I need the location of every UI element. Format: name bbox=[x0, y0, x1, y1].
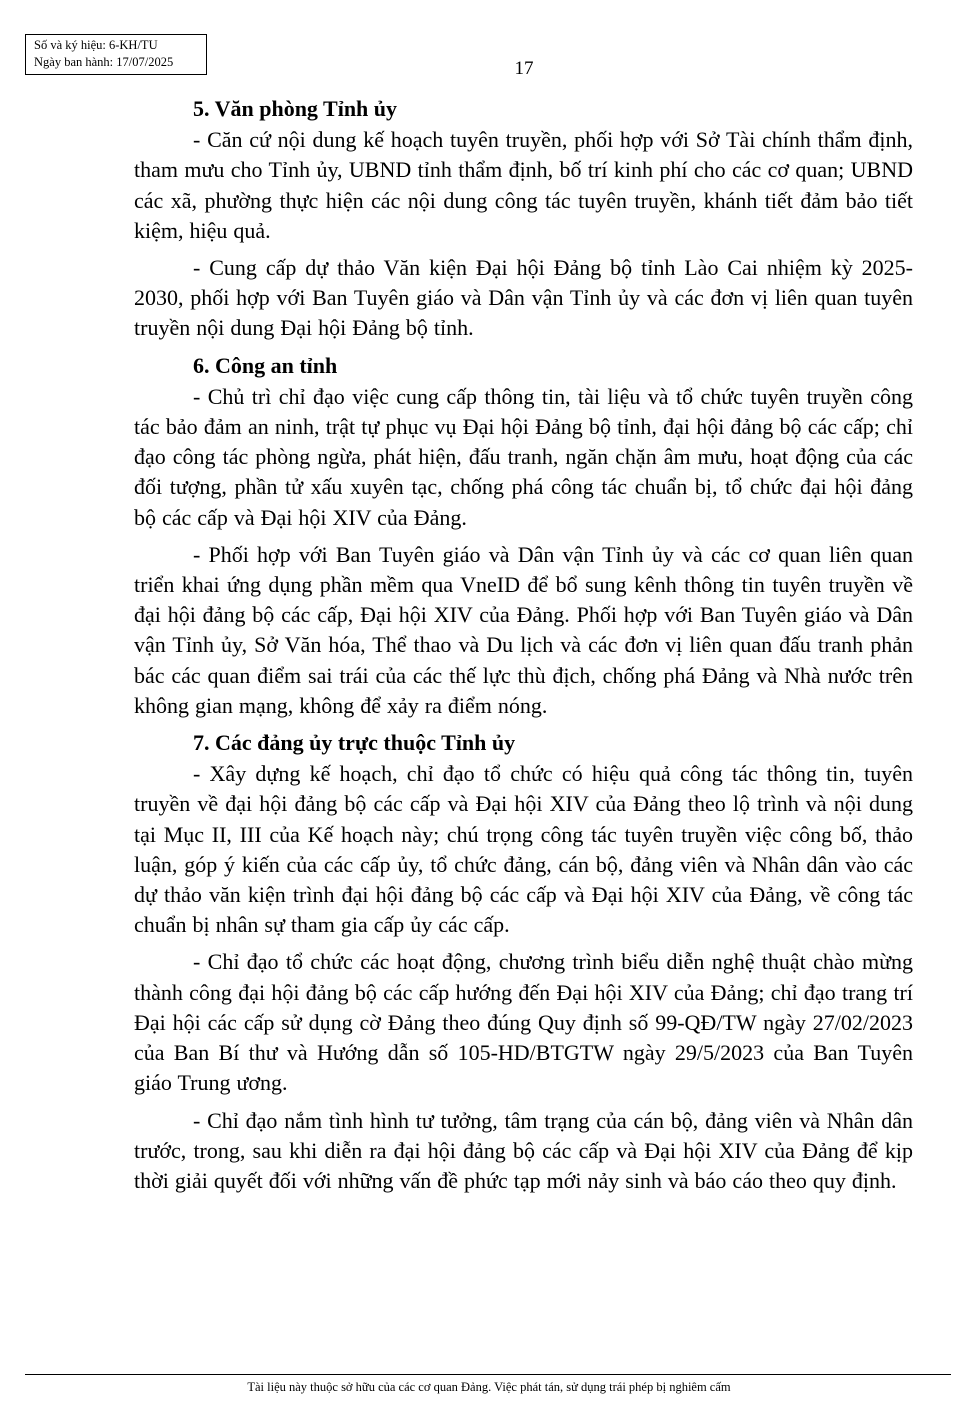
section-heading: 7. Các đảng ủy trực thuộc Tỉnh ủy bbox=[193, 730, 516, 756]
section-cac-dang-uy-truc-thuoc bbox=[134, 728, 913, 1196]
paragraph: - Chỉ đạo tổ chức các hoạt động, chương trình biểu diễn nghệ thuật chào mừng thành công đại hội đảng bộ các cấp hướng đến Đại hội XIV của Đảng; chỉ đạo trang trí Đại hội các cấp sử dụng cờ Đảng theo đúng Quy định số 99-QĐ/TW ngày 27/02/2023 của Ban Bí thư và Hướng dẫn số 105-HD/BTGTW ngày 29/5/2023 của Ban Tuyên giáo Trung ương. bbox=[134, 949, 913, 1096]
paragraph: - Căn cứ nội dung kế hoạch tuyên truyền, phối hợp với Sở Tài chính thẩm định, tham mưu cho Tỉnh ủy, UBND tỉnh thẩm định, bố trí kinh phí cho các cơ quan; UBND các xã, phường thực hiện các nội dung công tác tuyên truyền, khánh tiết đảm bảo tiết kiệm, hiệu quả. bbox=[134, 127, 913, 243]
document-code: Số và ký hiệu: 6-KH/TU bbox=[34, 38, 158, 52]
issue-date: Ngày ban hành: 17/07/2025 bbox=[34, 55, 174, 69]
section-cong-an-tinh bbox=[134, 351, 913, 721]
paragraph: - Chủ trì chỉ đạo việc cung cấp thông tin, tài liệu và tổ chức tuyên truyền công tác bảo đảm an ninh, trật tự phục vụ Đại hội Đảng bộ tỉnh, đại hội đảng bộ các cấp; chỉ đạo công tác phòng ngừa, phát hiện, đấu tranh, ngăn chặn âm mưu, hoạt động của các đối tượng, phần tử xấu xuyên tạc, chống phá công tác chuẩn bị, tổ chức đại hội đảng bộ các cấp và Đại hội XIV của Đảng. bbox=[134, 383, 913, 530]
page-number: 17 bbox=[514, 58, 534, 79]
paragraph: - Phối hợp với Ban Tuyên giáo và Dân vận Tỉnh ủy và các cơ quan liên quan triển khai ứng dụng phần mềm qua VneID để bổ sung kênh thông tin tuyên truyền về đại hội đảng bộ các cấp, Đại hội XIV của Đảng. Phối hợp với Ban Tuyên giáo và Dân vận Tỉnh ủy, Sở Văn hóa, Thể thao và Du lịch và các đơn vị liên quan đấu tranh phản bác các quan điểm sai trái của các thế lực thù địch, chống phá Đảng và Nhà nước trên không gian mạng, không để xảy ra điểm nóng. bbox=[134, 541, 913, 718]
footer-notice: Tài liệu này thuộc sở hữu của các cơ quan Đảng. Việc phát tán, sử dụng trái phép bị nghiêm cấm bbox=[247, 1380, 731, 1394]
footer-divider bbox=[25, 1374, 951, 1375]
document-body bbox=[134, 94, 913, 1203]
paragraph: - Xây dựng kế hoạch, chỉ đạo tổ chức có hiệu quả công tác thông tin, tuyên truyền về đại hội đảng bộ các cấp và Đại hội XIV của Đảng theo lộ trình và nội dung tại Mục II, III của Kế hoạch này; chú trọng công tác tuyên truyền việc công bố, thảo luận, góp ý kiến của các cấp ủy, tổ chức đảng, cán bộ, đảng viên và Nhân dân vào các dự thảo văn kiện trình đại hội đảng bộ các cấp và Đại hội XIV của Đảng, về công tác chuẩn bị nhân sự tham gia cấp ủy các cấp. bbox=[134, 761, 913, 938]
paragraph: - Cung cấp dự thảo Văn kiện Đại hội Đảng bộ tỉnh Lào Cai nhiệm kỳ 2025-2030, phối hợp với Ban Tuyên giáo và Dân vận Tỉnh ủy và các đơn vị liên quan tuyên truyền nội dung Đại hội Đảng bộ tỉnh. bbox=[134, 255, 913, 341]
section-van-phong-tinh-uy bbox=[134, 94, 913, 344]
section-heading: 6. Công an tỉnh bbox=[193, 352, 338, 378]
section-heading: 5. Văn phòng Tỉnh ủy bbox=[193, 96, 398, 121]
paragraph: - Chỉ đạo nắm tình hình tư tưởng, tâm trạng của cán bộ, đảng viên và Nhân dân trước, trong, sau khi diễn ra đại hội đảng bộ các cấp và Đại hội XIV của Đảng để kịp thời giải quyết đối với những vấn đề phức tạp mới nảy sinh và báo cáo theo quy định. bbox=[134, 1107, 913, 1193]
